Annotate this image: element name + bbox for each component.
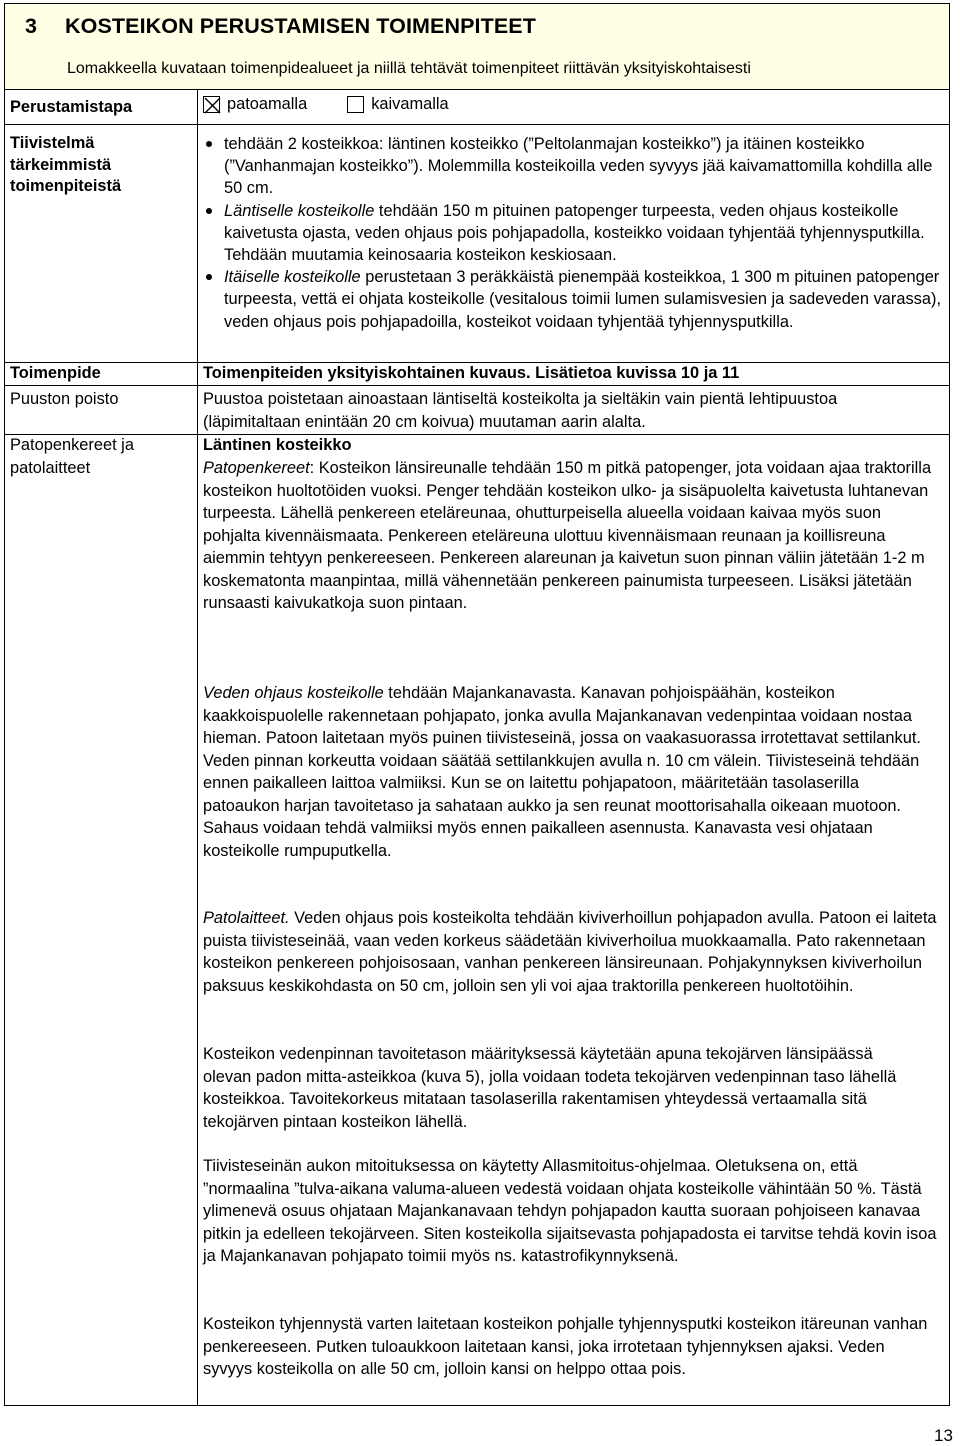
section-title-text: KOSTEIKON PERUSTAMISEN TOIMENPITEET (65, 14, 536, 38)
list-item (204, 200, 944, 267)
checkbox-kaivamalla[interactable] (347, 96, 364, 113)
label-line: toimenpiteistä (10, 177, 122, 195)
label-line: tärkeimmistä (10, 155, 112, 174)
paragraph-emphasis: Veden ohjaus kosteikolle (203, 684, 384, 702)
row-label-toimenpide: Toimenpide (10, 364, 101, 382)
perustamistapa-options (203, 94, 449, 115)
paragraph-tiivisteseina: Tiivisteseinän aukon mitoituksessa on käytetty Allasmitoitus-ohjelmaa. Oletuksena on, että ”normaalina ”tulva-aikana valuma-alueen vedestä voidaan ohjata kosteikolle vähintään 50 %. Tästä ylimenevä osuus ohjataan Majankanavaan tehdyn pohjapadon kautta suoraan pohjoiseen kanavaa pitkin ja edelleen tekojärveen. Siten kosteikolla sijaitsevasta pohjapadosta ei tarvitse tehdä kovin isoa ja Majankanavan pohjapato toimii myös ns. katastrofikynnyksenä. (203, 1157, 937, 1265)
paragraph-emphasis: Patopenkereet (203, 459, 310, 477)
label-line: Patopenkereet ja (10, 436, 134, 454)
list-item (204, 266, 944, 333)
list-item-emphasis: Läntiselle kosteikolle (224, 201, 375, 220)
paragraph-text: tehdään Majankanavasta. Kanavan pohjoispäähän, kosteikon kaakkoispuolelle rakennetaan pohjapato, jonka avulla Majankanavan vedenpintaa voidaan nostaa hieman. Patoon laitetaan myös puinen tiivisteseinä, jossa on vaakasuorassa irrotettavat settilankut. Veden pinnan korkeutta voidaan säätää settilankkujen avulla n. 10 cm välein. Tiivisteseinä tehdään ennen paikalleen laittoa valmiiksi. Kun se on laitettu pohjapatoon, määritetään tasolaserilla patoaukon harjan tavoitetaso ja sahataan aukko ja sen reunat moottorisahalla oikeaan muotoon. Sahaus voidaan tehdä valmiiksi myös ennen paikalleen asennusta. Kanavasta vesi ohjataan kosteikolle rumpuputkella. (203, 684, 921, 860)
paragraph-text: : Kosteikon länsireunalle tehdään 150 m pitkä patopenger, jota voidaan ajaa traktorilla kosteikon huoltotöiden vuoksi. Penger tehdään kosteikon ulko- ja sisäpuolelta kaivetusta luhtanevan turpeesta. Lähellä penkereen eteläreunaa, ohutturpeisella alueella voidaan kaivaa myös suon pohjalta kivennäismaata. Penkereen eteläreuna ulottuu kivennäismaan reunaan ja koillisreuna aiemmin tehtyyn penkereeseen. Penkereen alareunan ja kaivetun suon pinnan väliin jätetään 1-2 m koskematonta maanpintaa, millä vähennetään penkereen painumista turpeeseen. Lisäksi jätetään runsaasti kaivukatkoja suon pintaan. (203, 459, 932, 612)
lantinen-kosteikko-heading: Läntinen kosteikko (203, 436, 352, 454)
page-number: 13 (934, 1426, 953, 1445)
list-item-text: tehdään 150 m pituinen patopenger turpeesta, veden ohjaus kosteikolle kaivetusta ojasta, veden ohjaus pois pohjapadolla, kosteikko voidaan tyhjentää tyhjennysputkilla. Tehdään muutamia keinosaaria kosteikon keskiosaan. (224, 201, 925, 265)
paragraph-vedenpinnan-tavoitetaso: Kosteikon vedenpinnan tavoitetason määrityksessä käytetään apuna tekojärven länsipäässä olevan padon mitta-asteikkoa (kuva 5), jolla voidaan todeta tekojärven vedenpinnan taso lähellä kosteikkoa. Tavoitekorkeus mitataan tasolaserilla rakentamisen yhteydessä vertaamalla sitä tekojärven pintaan kosteikon lähellä. (203, 1045, 897, 1131)
puuston-poisto-text: Puustoa poistetaan ainoastaan läntiseltä kosteikolta ja sieltäkin vain pientä lehtipuustoa (läpimitaltaan enintään 20 cm koivua) muutaman aarin alalta. (203, 390, 838, 431)
checkbox-patoamalla[interactable] (203, 96, 220, 113)
summary-list (204, 133, 944, 333)
paragraph-text: Veden ohjaus pois kosteikolta tehdään kiviverhoillun pohjapadon avulla. Patoon ei laiteta puista tiivisteseinää, vaan veden korkeus säädetään kiviverhoilua muokkaamalla. Pato rakennetaan kosteikon penkereen pohjoisosaan, vanhan penkereen länsireunaan. Pohjakynnyksen kiviverhoilun paksuus keskikohdasta on 50 cm, jolloin sen yli voi ajaa traktorilla penkereen huoltotöihin. (203, 909, 937, 995)
option-label-patoamalla: patoamalla (227, 95, 308, 113)
list-item-emphasis: Itäiselle kosteikolle (224, 268, 361, 287)
row-divider (5, 124, 949, 125)
section-number: 3 (25, 14, 38, 38)
row-label-patopenkereet (10, 434, 134, 480)
row-label-tiivistelma (10, 133, 121, 198)
option-label-kaivamalla: kaivamalla (371, 95, 449, 113)
checkbox-checked-icon (204, 97, 221, 114)
paragraph-patolaitteet (203, 907, 941, 997)
list-item (204, 133, 944, 200)
section-subtitle: Lomakkeella kuvataan toimenpidealueet ja niillä tehtävät toimenpiteet riittävän yksityiskohtaisesti (67, 60, 751, 77)
paragraph-emphasis: Patolaitteet. (203, 909, 290, 927)
section-title (25, 14, 536, 39)
row-label-perustamistapa: Perustamistapa (10, 98, 133, 116)
label-line: Tiivistelmä (10, 134, 95, 152)
paragraph-patopenkereet (203, 457, 935, 615)
section-header (5, 4, 949, 90)
row-divider (5, 385, 949, 386)
toimenpide-heading: Toimenpiteiden yksityiskohtainen kuvaus. Lisätietoa kuvissa 10 ja 11 (203, 364, 740, 382)
row-label-puuston-poisto: Puuston poisto (10, 390, 119, 408)
paragraph-veden-ohjaus (203, 682, 935, 862)
paragraph-tyhjennys: Kosteikon tyhjennystä varten laitetaan kosteikon pohjalle tyhjennysputki kosteikon itäreunan vanhan penkereeseen. Putken tuloaukkoon laitetaan kansi, joka irrotetaan tyhjennyksen ajaksi. Veden syvyys kosteikolla on alle 50 cm, jolloin kansi on helppo ottaa pois. (203, 1315, 928, 1378)
column-divider (197, 89, 198, 1405)
label-line: patolaitteet (10, 459, 91, 477)
list-item-text: tehdään 2 kosteikkoa: läntinen kosteikko (”Peltolanmajan kosteikko”) ja itäinen kosteikko (”Vanhanmajan kosteikko”). Molemmilla kosteikoilla veden syvyys jää kaivamattomilla kohdilla alle 50 cm. (224, 135, 933, 198)
list-item-text: perustetaan 3 peräkkäistä pienempää kosteikkoa, 1 300 m pituinen patopenger turpeesta, vettä ei ohjata kosteikolle (vesitalous toimii lumen sulamisvesien ja sadeveden varassa), veden ohjaus pois pohjapadoilla, kosteikot voidaan tyhjentää tyhjennysputkilla. (224, 268, 941, 331)
